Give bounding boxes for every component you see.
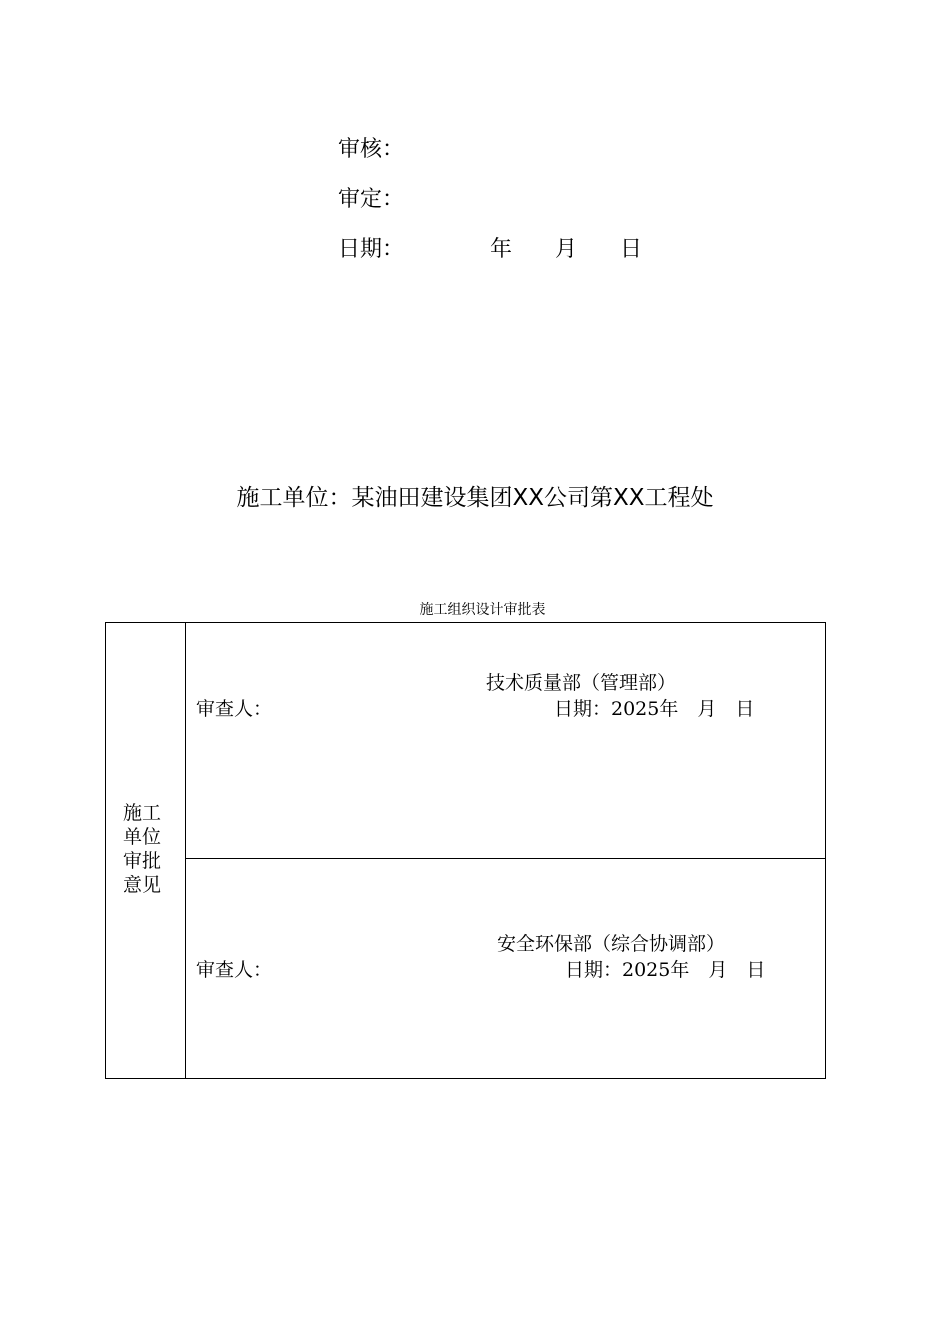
table-caption: 施工组织设计审批表 <box>419 602 546 618</box>
year-label: 年 <box>490 237 513 262</box>
approval-table <box>105 622 826 1079</box>
reviewer-label: 审查人： <box>196 698 273 720</box>
construction-unit-title: 施工单位：某油田建设集团XX公司第XX工程处 <box>236 485 714 511</box>
department-label: 技术质量部（管理部） <box>486 672 677 694</box>
department-label: 安全环保部（综合协调部） <box>497 933 726 955</box>
date-label: 日期： <box>338 237 405 262</box>
approve-label: 审定： <box>338 187 405 212</box>
reviewer-label: 审查人： <box>196 959 273 981</box>
table-row <box>186 623 825 859</box>
row-date-label: 日期：2025年 月 日 <box>554 698 755 720</box>
month-label: 月 <box>555 237 578 262</box>
day-label: 日 <box>620 237 643 262</box>
table-row <box>186 859 825 1078</box>
review-label: 审核： <box>338 137 405 162</box>
row-date-label: 日期：2025年 月 日 <box>565 959 766 981</box>
left-header-label: 施工单位审批意见 <box>123 802 162 896</box>
left-header-cell <box>106 623 186 1078</box>
